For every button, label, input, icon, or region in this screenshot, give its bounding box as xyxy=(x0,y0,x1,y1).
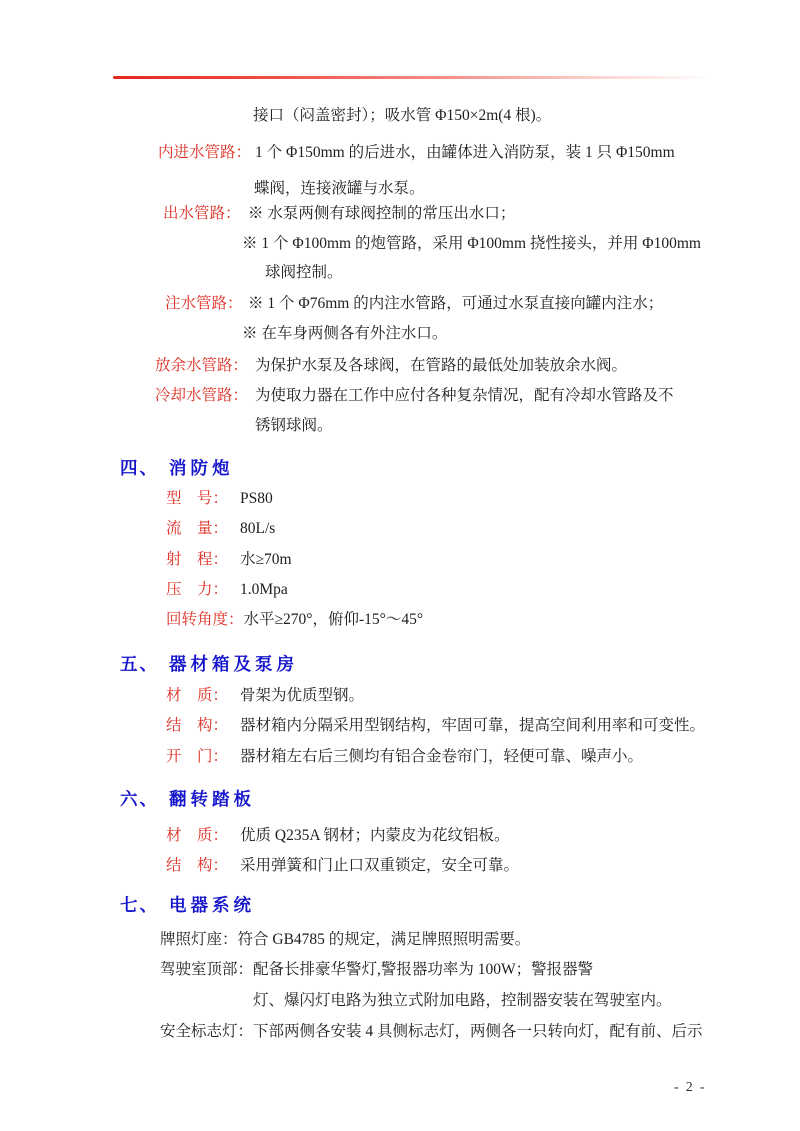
spec-value: 水平≥270°，俯仰-15°～45° xyxy=(243,611,424,628)
carryover-line: 接口（闷盖密封）；吸水管 Φ150×2m(4 根)。 xyxy=(253,107,552,124)
section-number: 七、 xyxy=(120,895,159,915)
spec-label: 回转角度： xyxy=(166,611,244,628)
piping-label-text: 内进水管路： xyxy=(158,144,252,161)
spec-value: 采用弹簧和门止口双重锁定，安全可靠。 xyxy=(240,857,520,874)
piping-text-line: ※ 1 个 Φ76mm 的内注水管路，可通过水泵直接向罐内注水； xyxy=(248,295,664,312)
spec-value: 1.0Mpa xyxy=(240,581,288,598)
electrical-label: 安全标志灯： xyxy=(160,1023,254,1040)
spec-label: 开 门： xyxy=(166,748,229,765)
section-heading-equipment-box xyxy=(120,654,298,674)
spec-label: 流 量： xyxy=(166,520,229,537)
section-heading-fire-monitor xyxy=(120,458,234,478)
piping-text-line: 为保护水泵及各球阀，在管路的最低处加装放余水阀。 xyxy=(255,357,628,374)
spec-value: PS80 xyxy=(240,490,273,507)
piping-label xyxy=(163,205,241,223)
piping-label xyxy=(165,295,243,313)
electrical-row xyxy=(253,992,672,1010)
section-title: 翻转踏板 xyxy=(169,789,255,809)
piping-label xyxy=(155,357,248,375)
spec-value: 80L/s xyxy=(240,520,276,537)
spec-label: 材 质： xyxy=(166,827,229,844)
section-title: 电器系统 xyxy=(169,895,255,915)
spec-row xyxy=(166,857,519,875)
piping-label-text: 放余水管路： xyxy=(155,357,249,374)
piping-label xyxy=(155,387,248,405)
electrical-row xyxy=(160,961,593,979)
spec-label: 结 构： xyxy=(166,857,229,874)
spec-row xyxy=(166,551,292,569)
piping-text-line: 球阀控制。 xyxy=(265,264,343,281)
section-number: 五、 xyxy=(120,654,159,674)
electrical-text: 配备长排豪华警灯,警报器功率为 100W；警报器警 xyxy=(253,961,594,978)
piping-label-text: 注水管路： xyxy=(165,295,243,312)
piping-text-line: ※ 1 个 Φ100mm 的炮管路，采用 Φ100mm 挠性接头，并用 Φ100mm xyxy=(242,235,701,252)
electrical-label: 牌照灯座： xyxy=(160,931,238,948)
section-heading-electrical-system xyxy=(120,895,255,915)
top-divider-rule xyxy=(113,76,713,79)
spec-row xyxy=(166,490,273,508)
spec-value: 器材箱左右后三侧均有铝合金卷帘门，轻便可靠、噪声小。 xyxy=(240,748,644,765)
spec-label: 射 程： xyxy=(166,551,229,568)
electrical-row xyxy=(160,1023,703,1041)
piping-label xyxy=(158,144,251,162)
electrical-label: 驾驶室顶部： xyxy=(160,961,254,978)
spec-row xyxy=(166,520,275,538)
spec-row xyxy=(166,717,705,735)
spec-value: 水≥70m xyxy=(240,551,292,568)
spec-label: 结 构： xyxy=(166,717,229,734)
piping-text-line: 蝶阀，连接液罐与水泵。 xyxy=(254,180,425,197)
spec-label: 材 质： xyxy=(166,687,229,704)
piping-label-text: 冷却水管路： xyxy=(155,387,249,404)
spec-label: 压 力： xyxy=(166,581,229,598)
piping-label-text: 出水管路： xyxy=(163,205,241,222)
spec-row xyxy=(166,687,364,705)
electrical-text: 符合 GB4785 的规定，满足牌照照明需要。 xyxy=(237,931,531,948)
page-number: - 2 - xyxy=(674,1079,707,1094)
section-number: 六、 xyxy=(120,789,159,809)
spec-value: 器材箱内分隔采用型钢结构，牢固可靠，提高空间利用率和可变性。 xyxy=(240,717,706,734)
piping-text-line: 锈钢球阀。 xyxy=(255,417,333,434)
spec-row xyxy=(166,748,643,766)
piping-text-line: ※ 在车身两侧各有外注水口。 xyxy=(242,325,448,342)
electrical-text: 下部两侧各安装 4 具侧标志灯，两侧各一只转向灯，配有前、后示 xyxy=(253,1023,703,1040)
section-title: 消防炮 xyxy=(169,458,234,478)
spec-row xyxy=(166,827,510,845)
spec-value: 骨架为优质型钢。 xyxy=(240,687,365,704)
section-title: 器材箱及泵房 xyxy=(169,654,298,674)
electrical-text: 灯、爆闪灯电路为独立式附加电路，控制器安装在驾驶室内。 xyxy=(253,992,672,1009)
section-number: 四、 xyxy=(120,458,159,478)
spec-label: 型 号： xyxy=(166,490,229,507)
spec-row xyxy=(166,611,423,629)
piping-text-line: 1 个 Φ150mm 的后进水，由罐体进入消防泵，装 1 只 Φ150mm xyxy=(255,144,675,161)
piping-text-line: ※ 水泵两侧有球阀控制的常压出水口； xyxy=(248,205,516,222)
piping-text-line: 为使取力器在工作中应付各种复杂情况，配有冷却水管路及不 xyxy=(255,387,674,404)
section-heading-flip-step xyxy=(120,789,255,809)
electrical-row xyxy=(160,931,530,949)
spec-row xyxy=(166,581,288,599)
spec-value: 优质 Q235A 钢材；内蒙皮为花纹铝板。 xyxy=(240,827,510,844)
